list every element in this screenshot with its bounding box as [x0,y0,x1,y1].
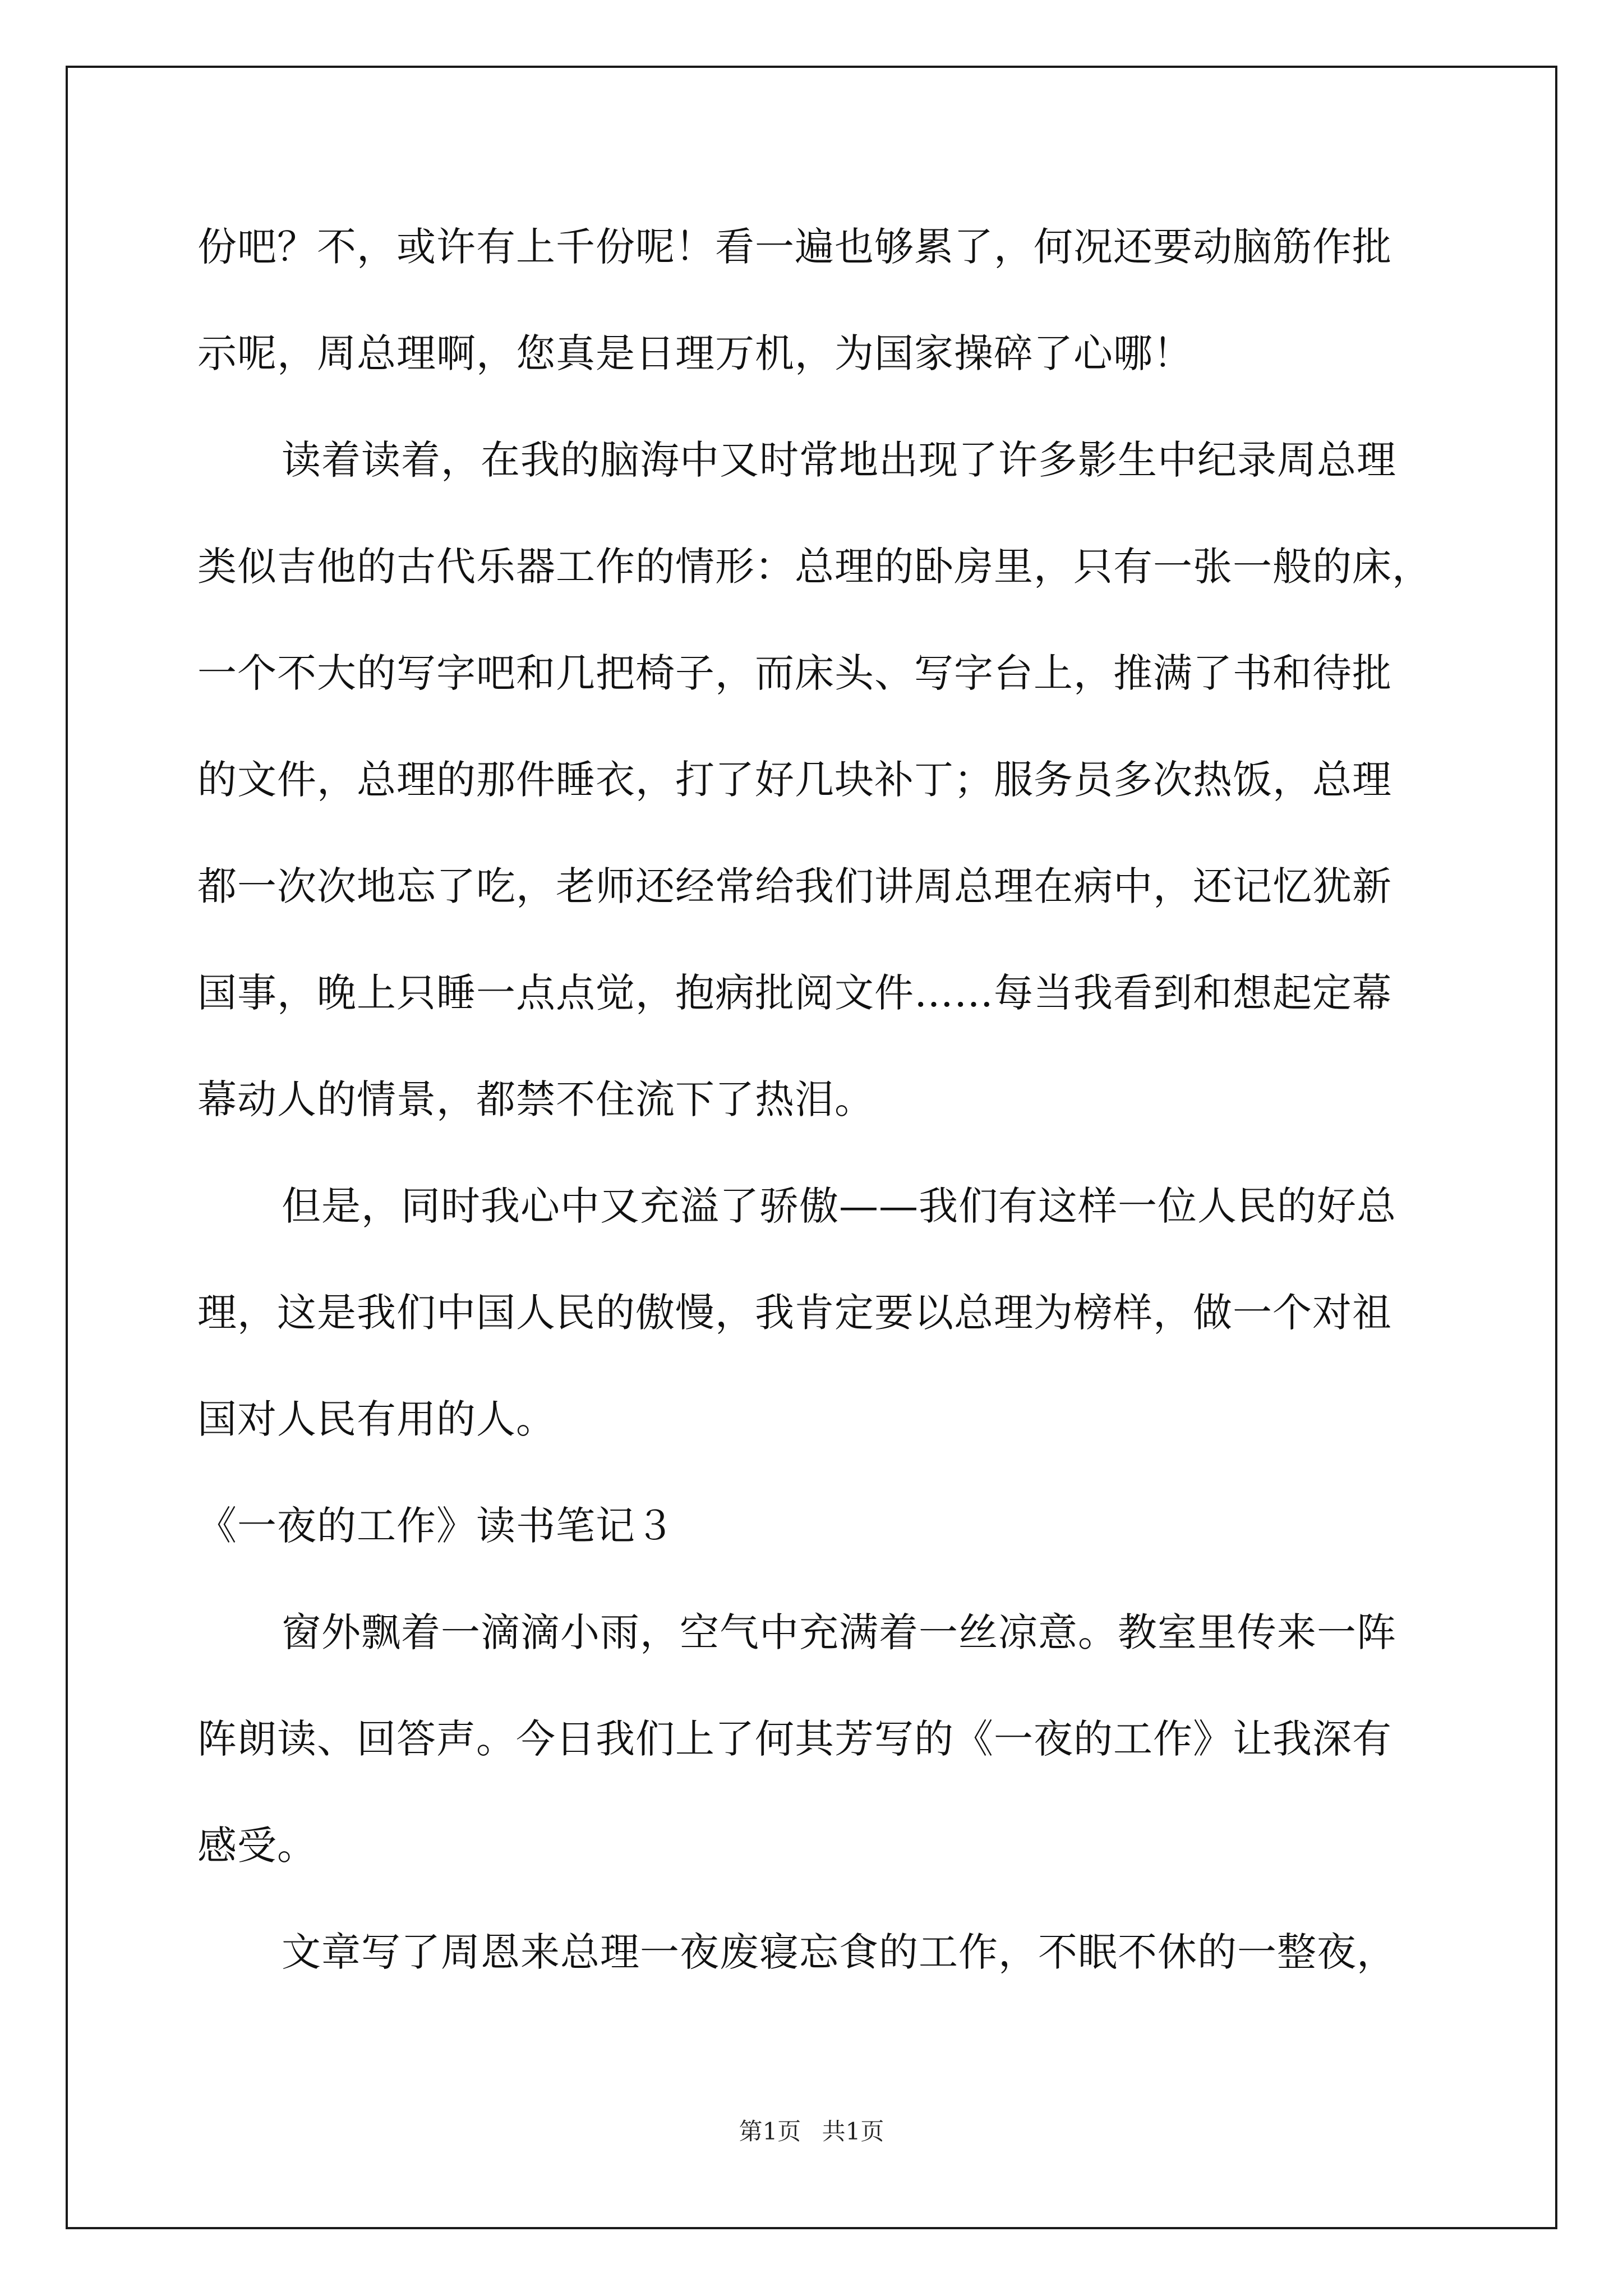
paragraph-line: 示呢，周总理啊，您真是日理万机，为国家操碎了心哪！ [197,330,1193,376]
paragraph-line: 文章写了周恩来总理一夜废寝忘食的工作，不眠不休的一整夜， [282,1929,1396,1975]
paragraph-line: 幕动人的情景，都禁不住流下了热泪。 [197,1076,874,1122]
paragraph-line: 感受。 [197,1823,317,1869]
paragraph-line: 理，这是我们中国人民的傲慢，我肯定要以总理为榜样，做一个对祖 [197,1290,1392,1336]
page-footer [0,2115,1623,2148]
paragraph-line: 但是，同时我心中又充溢了骄傲——我们有这样一位人民的好总 [282,1183,1396,1229]
page-number-current: 第1页 [739,2118,801,2145]
paragraph-line: 类似吉他的古代乐器工作的情形：总理的卧房里，只有一张一般的床， [197,544,1432,590]
paragraph-line: 窗外飘着一滴滴小雨，空气中充满着一丝凉意。教室里传来一阵 [282,1609,1396,1655]
paragraph-line: 的文件，总理的那件睡衣，打了好几块补丁；服务员多次热饭，总理 [197,757,1392,803]
paragraph-line: 国事，晚上只睡一点点觉，抱病批阅文件……每当我看到和想起定幕 [197,970,1392,1016]
paragraph-line: 阵朗读、回答声。今日我们上了何其芳写的《一夜的工作》让我深有 [197,1716,1392,1762]
paragraph-line: 一个不大的写字吧和几把椅子，而床头、写字台上，推满了书和待批 [197,650,1392,696]
paragraph-line: 读着读着，在我的脑海中又时常地出现了许多影生中纪录周总理 [282,437,1396,483]
paragraph-line: 份吧？不，或许有上千份呢！看一遍也够累了，何况还要动脑筋作批 [197,224,1392,270]
paragraph-line: 都一次次地忘了吃，老师还经常给我们讲周总理在病中，还记忆犹新 [197,863,1392,909]
page-border [66,66,1557,2229]
paragraph-line: 国对人民有用的人。 [197,1396,556,1442]
page-number-total: 共1页 [822,2118,884,2145]
section-heading: 《一夜的工作》读书笔记３ [197,1503,675,1549]
